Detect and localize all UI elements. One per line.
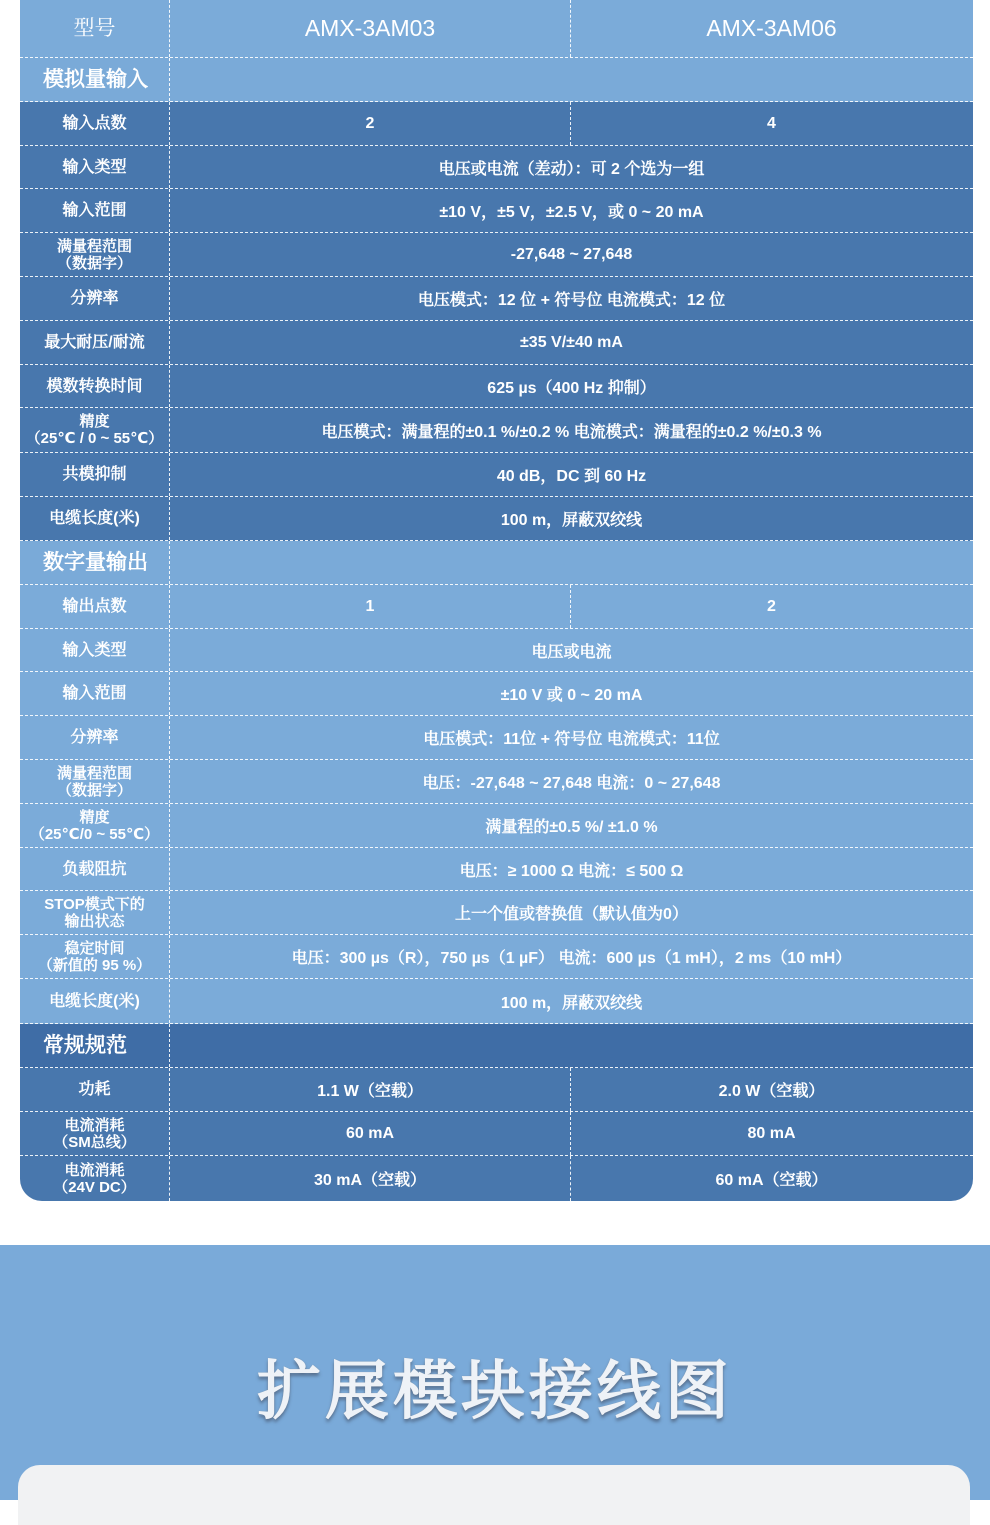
section-title: 模拟量输入 xyxy=(20,58,170,101)
row-label: 电缆长度(米) xyxy=(20,497,170,540)
table-row xyxy=(20,672,973,716)
row-value: 4 xyxy=(767,114,776,132)
table-row xyxy=(20,365,973,408)
section-header-row xyxy=(20,541,973,585)
spec-table xyxy=(20,0,973,1201)
table-row xyxy=(20,321,973,365)
row-value: -27,648 ~ 27,648 xyxy=(510,245,633,263)
table-row xyxy=(20,585,973,629)
row-value: 电压模式：11位 + 符号位 电流模式：11位 xyxy=(423,731,720,748)
row-value: ±10 V 或 0 ~ 20 mA xyxy=(500,687,643,704)
table-row xyxy=(20,760,973,804)
row-value: 60 mA xyxy=(170,1112,571,1155)
section-header-blank xyxy=(170,541,973,584)
section-title: 常规规范 xyxy=(20,1024,170,1067)
row-value: 上一个值或替换值（默认值为0） xyxy=(455,906,688,923)
table-row xyxy=(20,1156,973,1201)
wiring-diagram-title: 扩展模块接线图 xyxy=(257,1355,733,1427)
row-label: 功耗 xyxy=(20,1068,170,1111)
row-label: 稳定时间 （新值的 95 %） xyxy=(20,935,170,978)
row-value: 电压或电流 xyxy=(531,643,612,661)
row-label: 输入范围 xyxy=(20,672,170,715)
row-label: 满量程范围 （数据字） xyxy=(20,233,170,276)
table-row xyxy=(20,277,973,321)
table-row xyxy=(20,935,973,979)
row-label: 电流消耗 （SM总线） xyxy=(20,1112,170,1155)
row-value: 电压或电流（差动）：可 2 个选为一组 xyxy=(438,160,705,178)
row-value: 2 xyxy=(767,597,776,615)
row-label: 输入范围 xyxy=(20,189,170,232)
row-label: 精度 （25℃ / 0 ~ 55℃） xyxy=(20,408,170,452)
row-label: STOP模式下的 输出状态 xyxy=(20,891,170,934)
section-header-blank xyxy=(170,58,973,101)
row-label: 最大耐压/耐流 xyxy=(20,321,170,364)
section-header-row xyxy=(20,1024,973,1068)
table-row xyxy=(20,189,973,233)
row-value: 100 m，屏蔽双绞线 xyxy=(500,994,643,1012)
row-value: 电压模式：12 位 + 符号位 电流模式：12 位 xyxy=(417,292,726,309)
row-label: 满量程范围 （数据字） xyxy=(20,760,170,803)
row-label: 输出点数 xyxy=(20,585,170,628)
row-label: 分辨率 xyxy=(20,277,170,320)
table-header-row xyxy=(20,0,973,58)
section-header-row xyxy=(20,58,973,102)
row-value: 40 dB，DC 到 60 Hz xyxy=(496,468,647,485)
row-value: ±10 V，±5 V，±2.5 V，或 0 ~ 20 mA xyxy=(439,204,704,221)
section-title: 数字量输出 xyxy=(20,541,170,584)
row-value: 电压模式：满量程的±0.1 %/±0.2 % 电流模式：满量程的±0.2 %/±0.3 % xyxy=(321,423,822,441)
table-row xyxy=(20,102,973,146)
row-label: 分辨率 xyxy=(20,716,170,759)
table-row xyxy=(20,804,973,848)
row-label: 精度 （25℃/0 ~ 55℃） xyxy=(20,804,170,847)
row-value: 625 µs（400 Hz 抑制） xyxy=(487,379,656,397)
row-value: 60 mA（空载） xyxy=(715,1172,828,1189)
wiring-diagram-panel xyxy=(18,1465,970,1525)
table-row xyxy=(20,848,973,891)
table-row xyxy=(20,146,973,189)
row-value: 30 mA（空载） xyxy=(170,1156,571,1201)
row-value: 1 xyxy=(170,585,571,628)
row-label: 共模抑制 xyxy=(20,453,170,496)
row-label: 输入类型 xyxy=(20,146,170,188)
model-name: AMX-3AM06 xyxy=(706,15,837,41)
model-name: AMX-3AM03 xyxy=(170,0,571,57)
row-value: 电压：300 µs（R），750 µs（1 µF） 电流：600 µs（1 mH），2 ms（10 mH） xyxy=(291,950,852,967)
row-value: 1.1 W（空载） xyxy=(170,1068,571,1111)
row-value: 2 xyxy=(170,102,571,145)
row-value: 2.0 W（空载） xyxy=(718,1083,825,1100)
row-value: ±35 V/±40 mA xyxy=(520,333,623,351)
section-header-blank xyxy=(170,1024,973,1067)
row-label: 负载阻抗 xyxy=(20,848,170,890)
table-row xyxy=(20,891,973,935)
row-value: 100 m，屏蔽双绞线 xyxy=(500,512,643,529)
row-value: 满量程的±0.5 %/ ±1.0 % xyxy=(485,819,658,836)
row-value: 80 mA xyxy=(747,1124,796,1142)
table-row xyxy=(20,408,973,453)
row-value: 电压：≥ 1000 Ω 电流：≤ 500 Ω xyxy=(459,862,684,880)
table-row xyxy=(20,979,973,1024)
row-label: 模数转换时间 xyxy=(20,365,170,407)
table-row xyxy=(20,716,973,760)
row-label: 电缆长度(米) xyxy=(20,979,170,1023)
row-label: 电流消耗 （24V DC） xyxy=(20,1156,170,1201)
table-row xyxy=(20,1112,973,1156)
table-row xyxy=(20,1068,973,1112)
table-row xyxy=(20,629,973,672)
model-label: 型号 xyxy=(20,0,170,57)
table-row xyxy=(20,497,973,541)
table-row xyxy=(20,453,973,497)
row-label: 输入点数 xyxy=(20,102,170,145)
row-label: 输入类型 xyxy=(20,629,170,671)
row-value: 电压：-27,648 ~ 27,648 电流：0 ~ 27,648 xyxy=(422,775,721,792)
table-row xyxy=(20,233,973,277)
